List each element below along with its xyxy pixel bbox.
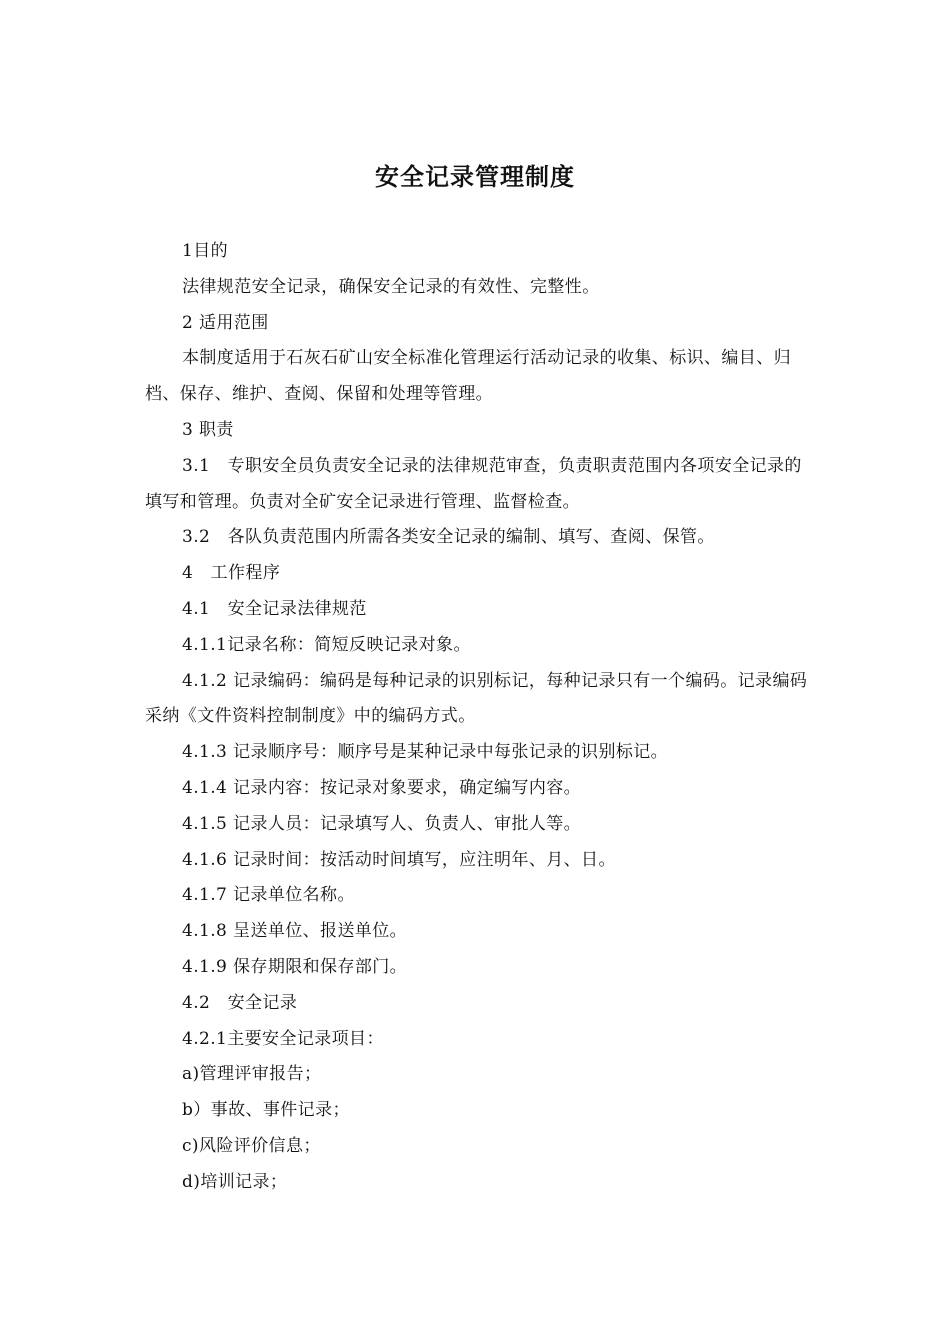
paragraph: b）事故、事件记录；	[182, 1100, 350, 1121]
paragraph: 4.1.9 保存期限和保存部门。	[182, 956, 408, 977]
paragraph: 4.1.3 记录顺序号：顺序号是某种记录中每张记录的识别标记。	[182, 742, 669, 763]
paragraph: 4 工作程序	[182, 563, 281, 584]
paragraph: 4.1.4 记录内容：按记录对象要求，确定编写内容。	[182, 777, 582, 798]
paragraph: 4.1.6 记录时间：按活动时间填写，应注明年、月、日。	[182, 849, 616, 870]
paragraph: 1目的	[182, 241, 229, 261]
paragraph: 法律规范安全记录，确保安全记录的有效性、完整性。	[182, 276, 600, 297]
paragraph: 2 适用范围	[182, 312, 269, 333]
paragraph: 4.1.5 记录人员：记录填写人、负责人、审批人等。	[182, 813, 582, 834]
paragraph: 4.2 安全记录	[182, 992, 298, 1013]
paragraph: 本制度适用于石灰石矿山安全标准化管理运行活动记录的收集、标识、编目、归档、保存、维护、查阅、保留和处理等管理。	[145, 348, 791, 405]
document-title: 安全记录管理制度	[375, 163, 575, 191]
paragraph: 3.2 各队负责范围内所需各类安全记录的编制、填写、查阅、保管。	[182, 527, 715, 548]
paragraph: 3.1 专职安全员负责安全记录的法律规范审查，负责职责范围内各项安全记录的填写和管理。负责对全矿安全记录进行管理、监督检查。	[145, 455, 802, 512]
paragraph: 4.2.1主要安全记录项目：	[182, 1028, 384, 1049]
paragraph: c)风险评价信息；	[182, 1135, 321, 1156]
paragraph: d)培训记录；	[182, 1171, 288, 1192]
paragraph: 3 职责	[182, 419, 234, 440]
paragraph: 4.1 安全记录法律规范	[182, 598, 367, 619]
paragraph: 4.1.1记录名称：简短反映记录对象。	[182, 634, 471, 655]
paragraph: a)管理评审报告；	[182, 1064, 322, 1085]
paragraph: 4.1.2 记录编码：编码是每种记录的识别标记，每种记录只有一个编码。记录编码采纳《文件资料控制制度》中的编码方式。	[145, 670, 808, 727]
paragraph: 4.1.8 呈送单位、报送单位。	[182, 921, 408, 942]
paragraph: 4.1.7 记录单位名称。	[182, 885, 355, 906]
document-body	[145, 234, 810, 1201]
